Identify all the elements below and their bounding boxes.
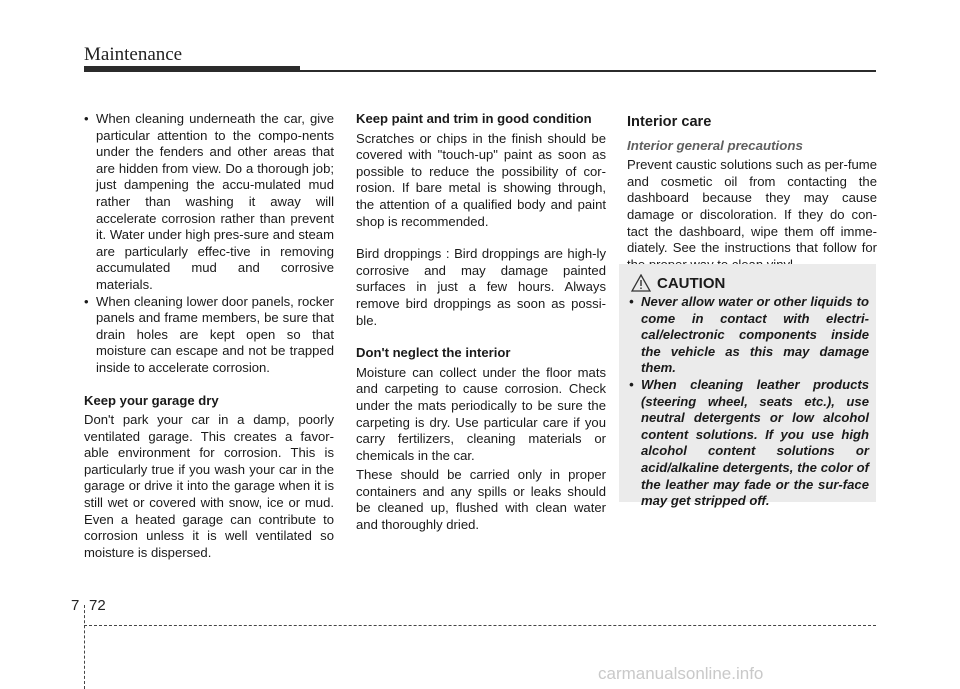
warning-triangle-icon — [631, 274, 651, 292]
list-item-text: When cleaning underneath the car, give particular attention to the compo-nents under the fenders and other areas that are hidden from view. Do a thorough job; just dampening the accu-mulated mud rather than washing it away will accelerate corrosion rather than prevent it. Water under high pres-sure and steam are particularly effec-tive in removing accumulated mud and corrosive materials. — [96, 111, 334, 292]
watermark: carmanualsonline.info — [598, 664, 764, 683]
column-3 — [627, 111, 877, 273]
subsection-title: Interior general precautions — [627, 137, 803, 153]
garage-paragraph: Don't park your car in a damp, poorly ventilated garage. This creates a favor-able environment for corrosion. This is particularly true if you wash your car in the garage or drive it into the garage when it is still wet or covered with snow, ice or mud. Even a heated garage can contribute to corrosion unless it is well ventilated so moisture is dispersed. — [84, 412, 334, 560]
caution-header — [631, 274, 725, 292]
bullet-glyph: • — [629, 376, 634, 392]
column-1 — [84, 111, 334, 561]
caution-title: CAUTION — [657, 274, 726, 292]
list-item — [629, 377, 869, 510]
interior-paragraph-2: These should be carried only in proper containers and any spills or leaks should be cleaned up, flushed with clean water and thoroughly dried. — [356, 467, 606, 533]
list-item-text: When cleaning leather products (steering wheel, seats etc.), use neutral detergents or low alcohol content solutions. If you use high alcohol content solutions or acid/alkaline detergents, the color of the leather may fade or the sur-face may get stripped off. — [641, 376, 869, 509]
caution-list — [629, 294, 869, 510]
bullet-glyph: • — [84, 293, 89, 309]
list-item — [629, 294, 869, 377]
interior-care-paragraph: Prevent caustic solutions such as per-fume and cosmetic oil from contacting the dashboard because they may cause damage or discoloration. If they do con-tact the dashboard, wipe them off imme-diately. See the instructions that follow for — [627, 157, 877, 256]
list-item-text: When cleaning lower door panels, rocker panels and frame members, be sure that drain holes are kept open so that moisture can escape and not be trapped inside to accelerate corrosion. — [96, 293, 334, 375]
interior-paragraph-1: Moisture can collect under the floor mats and carpeting to cause corrosion. Check under the mats periodically to be sure the carpeting is dry. Use particular care if you carry fertilizers, cleaning materials or chemicals in the car. — [356, 364, 606, 463]
bullet-glyph: • — [629, 294, 634, 309]
footer-rule — [84, 625, 876, 626]
header-rule-thin — [300, 70, 876, 72]
garage-heading: Keep your garage dry — [84, 392, 219, 408]
list-item-text: Never allow water or other liquids to come in contact with electri-cal/electronic components inside the vehicle as this may damage them. — [641, 294, 869, 376]
bullet-glyph: • — [84, 111, 89, 126]
page-number: 72 — [89, 597, 106, 614]
paint-heading: Keep paint and trim in good condition — [356, 111, 592, 126]
interior-heading: Don't neglect the interior — [356, 345, 511, 361]
page-title: Maintenance — [84, 44, 183, 65]
column-2 — [356, 111, 606, 534]
paint-paragraph: Scratches or chips in the finish should be covered with "touch-up" paint as soon as possible to reduce the possibility of cor-rosion. If bare metal is showing through, the attention of a qualified body and paint shop is recommended. — [356, 130, 606, 229]
chapter-number: 7 — [71, 597, 80, 614]
footer-vertical-rule — [84, 605, 85, 689]
caution-box — [619, 264, 876, 509]
bird-paragraph: Bird droppings : Bird droppings are high-ly corrosive and may damage painted surfaces in just a few hours. Always remove bird droppings as soon as possi-ble. — [356, 246, 606, 328]
list-item — [84, 294, 334, 377]
section-title: Interior care — [627, 114, 712, 130]
list-item — [84, 111, 334, 294]
header-rule-thick — [84, 66, 300, 72]
